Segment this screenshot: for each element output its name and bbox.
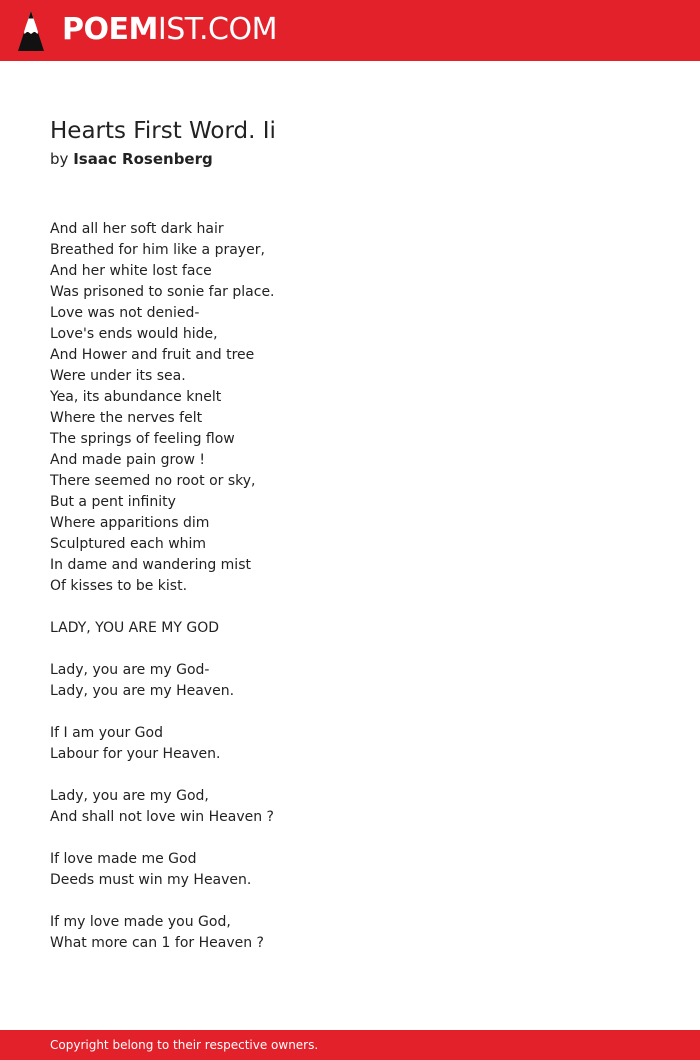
poem-line: Were under its sea. <box>50 368 186 384</box>
poem-title: Hearts First Word. Ii <box>50 118 276 144</box>
poem-line: Labour for your Heaven. <box>50 746 221 762</box>
poem-line: And Hower and fruit and tree <box>50 347 255 363</box>
pencil-icon[interactable] <box>17 10 45 52</box>
poem-line: LADY, YOU ARE MY GOD <box>50 620 219 636</box>
poem-body <box>50 219 650 954</box>
logo-text-light: IST.COM <box>157 12 277 47</box>
poem-line: Sculptured each whim <box>50 536 207 552</box>
poem-line: And made pain grow ! <box>50 452 206 468</box>
poem-line: The springs of feeling flow <box>50 431 235 447</box>
copyright-notice: Copyright belong to their respective owners. <box>50 1038 319 1052</box>
poem-line: Where the nerves felt <box>50 410 203 426</box>
stanza-break <box>50 891 650 912</box>
poem-line: Lady, you are my God, <box>50 788 209 804</box>
poem-line: Was prisoned to sonie far place. <box>50 284 275 300</box>
poem-line: But a pent infinity <box>50 494 176 510</box>
poem-line: Deeds must win my Heaven. <box>50 872 252 888</box>
poem-line: There seemed no root or sky, <box>50 473 256 489</box>
byline-prefix: by <box>50 150 69 168</box>
site-logo[interactable] <box>62 11 277 49</box>
poem-line: And her white lost face <box>50 263 212 279</box>
logo-text-bold: POEM <box>62 12 158 47</box>
author-name: Isaac Rosenberg <box>73 150 213 168</box>
stanza-break <box>50 639 650 660</box>
site-header <box>0 0 700 61</box>
poem-line: Love's ends would hide, <box>50 326 218 342</box>
poem-line: Where apparitions dim <box>50 515 210 531</box>
poem-line: In dame and wandering mist <box>50 557 251 573</box>
poem-line: Lady, you are my God- <box>50 662 210 678</box>
stanza-break <box>50 702 650 723</box>
byline <box>50 148 213 170</box>
poem-line: Lady, you are my Heaven. <box>50 683 235 699</box>
stanza-break <box>50 765 650 786</box>
poem-line: If love made me God <box>50 851 197 867</box>
site-footer <box>0 1030 700 1060</box>
poem-line: Breathed for him like a prayer, <box>50 242 265 258</box>
stanza-break <box>50 828 650 849</box>
poem-line: Love was not denied- <box>50 305 200 321</box>
poem-line: What more can 1 for Heaven ? <box>50 935 264 951</box>
poem-line: And all her soft dark hair <box>50 221 224 237</box>
poem-line: Yea, its abundance knelt <box>50 389 222 405</box>
poem-line: And shall not love win Heaven ? <box>50 809 274 825</box>
stanza-break <box>50 597 650 618</box>
poem-line: Of kisses to be kist. <box>50 578 188 594</box>
poem-line: If I am your God <box>50 725 163 741</box>
poem-line: If my love made you God, <box>50 914 231 930</box>
